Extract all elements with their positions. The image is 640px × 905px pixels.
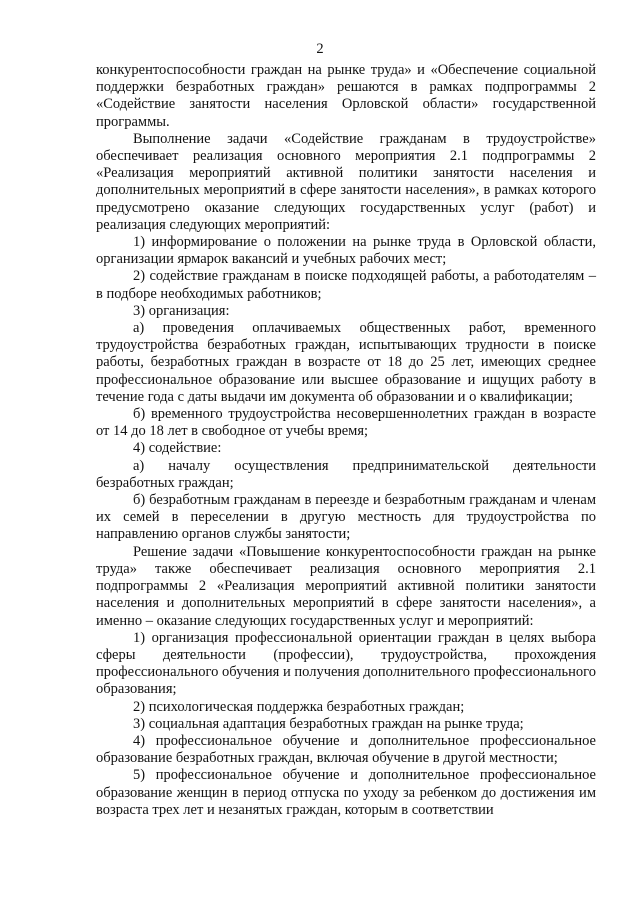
- list-item: 4) профессиональное обучение и дополнительное профессиональное образование безработных граждан, включая обучение в другой местности;: [96, 732, 596, 767]
- document-body: [96, 62, 596, 819]
- paragraph: конкурентоспособности граждан на рынке труда» и «Обеспечение социальной поддержки безработных граждан» решаются в рамках подпрограммы 2 «Содействие занятости населения Орловской области» государственной программы.: [96, 62, 596, 130]
- list-item: 5) профессиональное обучение и дополнительное профессиональное образование женщин в период отпуска по уходу за ребенком до достижения им возраста трех лет и незанятых граждан, которым в соответствии: [96, 767, 596, 818]
- list-subitem: б) временного трудоустройства несовершеннолетних граждан в возрасте от 14 до 18 лет в свободное от учебы время;: [96, 406, 596, 440]
- paragraph: Выполнение задачи «Содействие гражданам в трудоустройстве» обеспечивает реализация основного мероприятия 2.1 подпрограммы 2 «Реализация мероприятий активной политики занятости населения и дополнительных мероприятий в сфере занятости населения», в рамках которого предусмотрено оказание следующих государственных услуг (работ) и реализация следующих мероприятий:: [96, 130, 596, 233]
- page-number: 2: [316, 41, 324, 57]
- list-item: 1) организация профессиональной ориентации граждан в целях выбора сферы деятельности (профессии), трудоустройства, прохождения профессионального обучения и получения дополнительного профессионального образования;: [96, 629, 596, 698]
- list-item: 2) психологическая поддержка безработных граждан;: [133, 698, 465, 715]
- list-item: 3) организация:: [133, 302, 230, 319]
- list-subitem: а) началу осуществления предпринимательской деятельности безработных граждан;: [96, 457, 596, 491]
- list-subitem: а) проведения оплачиваемых общественных работ, временного трудоустройства безработных граждан, испытывающих трудности в поиске работы, безработных граждан в возрасте от 18 до 25 лет, имеющих среднее профессиональное образование или высшее образование и ищущих работу в течение года с даты выдачи им документа об образовании и о квалификации;: [96, 320, 596, 405]
- list-subitem: б) безработным гражданам в переезде и безработным гражданам и членам их семей в переселении в другую местность для трудоустройства по направлению органов службы занятости;: [96, 492, 596, 543]
- list-item: 1) информирование о положении на рынке труда в Орловской области, организации ярмарок вакансий и учебных рабочих мест;: [96, 234, 596, 268]
- paragraph: Решение задачи «Повышение конкурентоспособности граждан на рынке труда» также обеспечивает реализация основного мероприятия 2.1 подпрограммы 2 «Реализация мероприятий активной политики занятости населения и дополнительных мероприятий в сфере занятости населения», а именно – оказание следующих государственных услуг и мероприятий:: [96, 543, 596, 629]
- list-item: 4) содействие:: [133, 440, 222, 457]
- list-item: 3) социальная адаптация безработных граждан на рынке труда;: [133, 715, 524, 732]
- list-item: 2) содействие гражданам в поиске подходящей работы, а работодателям – в подборе необходимых работников;: [96, 268, 596, 302]
